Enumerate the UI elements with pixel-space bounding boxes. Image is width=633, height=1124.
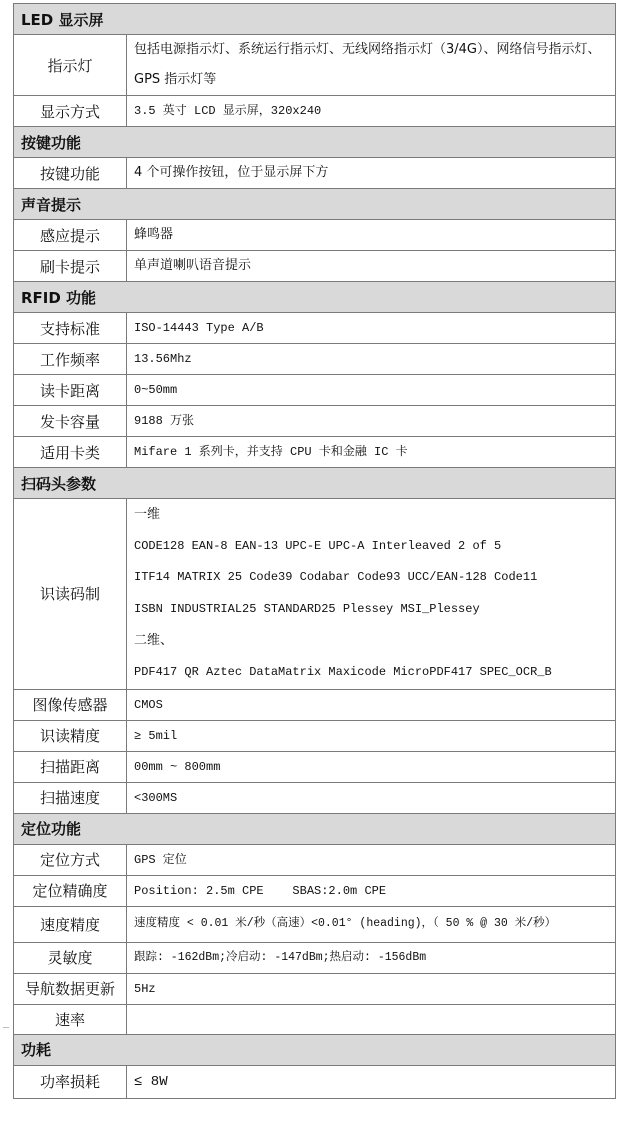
spec-label: 图像传感器 — [14, 689, 127, 720]
section-header-rfid — [14, 282, 616, 313]
spec-value: 9188 万张 — [127, 406, 616, 437]
spec-value: Position: 2.5m CPE SBAS:2.0m CPE — [127, 875, 616, 906]
spec-table — [13, 3, 616, 1099]
spec-row-rate — [14, 1004, 616, 1034]
spec-label: 定位方式 — [14, 844, 127, 875]
spec-label: 显示方式 — [14, 96, 127, 127]
spec-row-frequency — [14, 344, 616, 375]
spec-label: 指示灯 — [14, 35, 127, 96]
spec-value: 5Hz — [127, 973, 616, 1004]
spec-value: 4 个可操作按钮，位于显示屏下方 — [127, 158, 616, 189]
edge-mark — [3, 1027, 9, 1028]
spec-value: 13.56Mhz — [127, 344, 616, 375]
spec-value: CMOS — [127, 689, 616, 720]
spec-row-symbologies — [14, 499, 616, 690]
spec-label: 识读码制 — [14, 499, 127, 690]
spec-value: <300MS — [127, 782, 616, 813]
spec-row-card-capacity — [14, 406, 616, 437]
symbology-line: ISBN INDUSTRIAL25 STANDARD25 Plessey MSI_Plessey — [134, 601, 480, 616]
section-header-buttons — [14, 127, 616, 158]
spec-value: 单声道喇叭语音提示 — [127, 251, 616, 282]
spec-row-scan-distance — [14, 751, 616, 782]
section-header-scanner — [14, 468, 616, 499]
spec-label: 工作频率 — [14, 344, 127, 375]
spec-label: 灵敏度 — [14, 942, 127, 973]
spec-value: GPS 定位 — [127, 844, 616, 875]
symbology-line: ITF14 MATRIX 25 Code39 Codabar Code93 UCC/EAN-128 Code11 — [134, 570, 538, 585]
spec-value: 包括电源指示灯、系统运行指示灯、无线网络指示灯（3/4G）、网络信号指示灯、GPS 指示灯等 — [127, 35, 616, 96]
symbology-line: 一维 — [134, 507, 161, 522]
section-title: 功耗 — [14, 1034, 616, 1065]
spec-row-card-types — [14, 437, 616, 468]
spec-row-scan-speed — [14, 782, 616, 813]
spec-row-power-consumption — [14, 1065, 616, 1098]
spec-value-multiline — [127, 499, 616, 690]
spec-row-card-prompt — [14, 251, 616, 282]
section-title: 按键功能 — [14, 127, 616, 158]
spec-row-sensitivity — [14, 942, 616, 973]
spec-label: 发卡容量 — [14, 406, 127, 437]
section-title: 声音提示 — [14, 189, 616, 220]
spec-label: 感应提示 — [14, 220, 127, 251]
spec-label: 刷卡提示 — [14, 251, 127, 282]
spec-label: 适用卡类 — [14, 437, 127, 468]
section-title: RFID 功能 — [14, 282, 616, 313]
symbology-line: 二维、 — [134, 633, 174, 649]
spec-row-image-sensor — [14, 689, 616, 720]
spec-row-speed-accuracy — [14, 906, 616, 942]
symbology-line: CODE128 EAN-8 EAN-13 UPC-E UPC-A Interleaved 2 of 5 — [134, 538, 502, 553]
spec-row-button-function — [14, 158, 616, 189]
spec-value: ISO-14443 Type A/B — [127, 313, 616, 344]
spec-value: 蜂鸣器 — [127, 220, 616, 251]
spec-value — [127, 1004, 616, 1034]
section-title: LED 显示屏 — [14, 4, 616, 35]
spec-row-positioning-accuracy — [14, 875, 616, 906]
spec-value: 3.5 英寸 LCD 显示屏，320x240 — [127, 96, 616, 127]
spec-label: 识读精度 — [14, 720, 127, 751]
section-header-led-display — [14, 4, 616, 35]
section-title: 扫码头参数 — [14, 468, 616, 499]
symbology-line: PDF417 QR Aztec DataMatrix Maxicode MicroPDF417 SPEC_OCR_B — [134, 664, 552, 679]
spec-value: 速度精度 < 0.01 米/秒（高速）<0.01° (heading)，（ 50 % @ 30 米/秒） — [127, 906, 616, 942]
spec-value: ≥ 5mil — [127, 720, 616, 751]
spec-row-display-mode — [14, 96, 616, 127]
section-header-sound — [14, 189, 616, 220]
spec-row-positioning-mode — [14, 844, 616, 875]
spec-row-standard — [14, 313, 616, 344]
spec-label: 定位精确度 — [14, 875, 127, 906]
spec-value: 跟踪: -162dBm;冷启动: -147dBm;热启动: -156dBm — [127, 942, 616, 973]
spec-label: 扫描速度 — [14, 782, 127, 813]
spec-value: 0~50mm — [127, 375, 616, 406]
spec-label: 速率 — [14, 1004, 127, 1034]
spec-label: 功率损耗 — [14, 1065, 127, 1098]
spec-label: 支持标准 — [14, 313, 127, 344]
spec-label: 速度精度 — [14, 906, 127, 942]
spec-label: 读卡距离 — [14, 375, 127, 406]
section-header-positioning — [14, 813, 616, 844]
spec-value: 00mm ~ 800mm — [127, 751, 616, 782]
section-title: 定位功能 — [14, 813, 616, 844]
spec-row-nav-update — [14, 973, 616, 1004]
spec-label: 导航数据更新 — [14, 973, 127, 1004]
spec-row-sense-prompt — [14, 220, 616, 251]
spec-value: ≤ 8W — [127, 1065, 616, 1098]
spec-row-read-precision — [14, 720, 616, 751]
spec-value: Mifare 1 系列卡，并支持 CPU 卡和金融 IC 卡 — [127, 437, 616, 468]
spec-row-read-distance — [14, 375, 616, 406]
spec-row-indicator-lights — [14, 35, 616, 96]
spec-label: 扫描距离 — [14, 751, 127, 782]
section-header-power — [14, 1034, 616, 1065]
spec-label: 按键功能 — [14, 158, 127, 189]
